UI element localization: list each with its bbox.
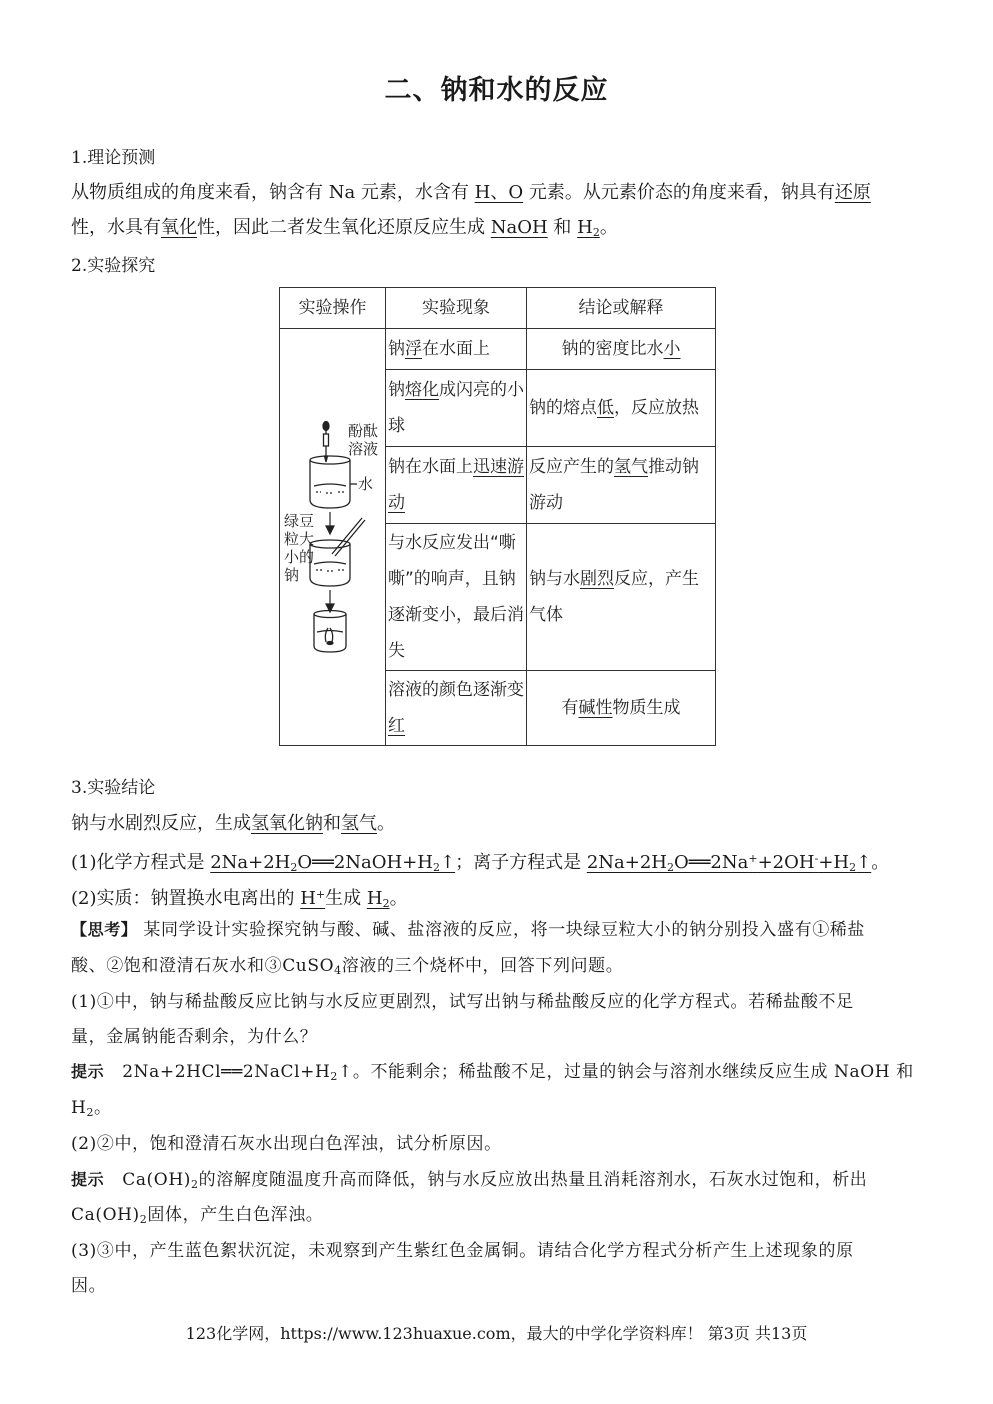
arrow-down-icon: [326, 590, 334, 612]
arrow-down-icon: [326, 512, 334, 534]
equation-line: (1)化学方程式是 $2Na+2H_2O══2NaOH+H_2↑$；离子方程式是 $2Na+2H_2O══2Na^++2OH^-+H_2↑$。: [71, 852, 890, 874]
theory-line-1: 从物质组成的角度来看，钠含有 Na 元素，水含有 H、O 元素。从元素价态的角度来看，钠具有还原: [71, 182, 871, 203]
label-indicator-2: 溶液: [348, 440, 379, 458]
section-heading-theory: 1.理论预测: [71, 148, 156, 168]
header-conclusion: 结论或解释: [527, 288, 716, 329]
beaker-1-icon: [310, 456, 357, 508]
question-1-line-2: 量，金属钠能否剩余，为什么？: [71, 1027, 318, 1047]
label-indicator-1: 酚酞: [348, 422, 379, 440]
page-footer: 123化学网，https://www.123huaxue.com，最大的中学化学资料库！ 第3页 共13页: [185, 1324, 808, 1343]
experiment-diagram-cell: [280, 329, 386, 746]
think-tag: 【思考】: [71, 920, 138, 939]
theory-line-2: 性，水具有氧化性，因此二者发生氧化还原反应生成 NaOH 和 $H_2$。: [71, 217, 618, 239]
question-3-line-1: (3)③中，产生蓝色絮状沉淀，未观察到产生紫红色金属铜。请结合化学方程式分析产生上述现象的原: [71, 1241, 854, 1261]
conclusion-melting-point: 钠的熔点低，反应放热: [527, 370, 716, 447]
phenomenon-move: 钠在水面上迅速游动: [386, 447, 527, 524]
question-3-line-2: 因。: [71, 1276, 107, 1296]
answer-1-line-2: $H_2$。: [71, 1098, 112, 1119]
question-1-line-1: (1)①中，钠与稀盐酸反应比钠与水反应更剧烈，试写出钠与稀盐酸反应的化学方程式。若稀盐酸不足: [71, 992, 854, 1012]
header-operation: 实验操作: [280, 288, 386, 329]
phenomenon-float: 钠浮在水面上: [386, 329, 527, 370]
conclusion-hydrogen: 反应产生的氢气推动钠游动: [527, 447, 716, 524]
experiment-diagram: [280, 332, 381, 742]
essence-line: (2)实质：钠置换水电离出的 H+生成 $H_2$。: [71, 888, 408, 910]
question-2-line: (2)②中，饱和澄清石灰水出现白色浑浊，试分析原因。: [71, 1134, 502, 1154]
experiment-table: [279, 287, 716, 746]
label-sodium-4: 钠: [284, 566, 300, 584]
hint-tag: 提示: [71, 1062, 105, 1081]
table-header-row: [280, 288, 716, 329]
answer-2-line-1: 提示 $Ca(OH)_2$的溶解度随温度升高而降低，钠与水反应放出热量且消耗溶剂水，石灰水过饱和，析出: [71, 1170, 868, 1191]
page-title: 二、钠和水的反应: [384, 75, 609, 106]
beaker-3-icon: [314, 611, 346, 653]
phenomenon-color: 溶液的颜色逐渐变红: [386, 671, 527, 746]
table-row: [280, 329, 716, 370]
label-water: 水: [358, 475, 374, 493]
label-sodium-2: 粒大: [284, 530, 315, 548]
tweezers-icon: [332, 518, 365, 556]
header-phenomenon: 实验现象: [386, 288, 527, 329]
conclusion-line-1: 钠与水剧烈反应，生成氢氧化钠和氢气。: [71, 813, 395, 834]
phenomenon-sound: 与水反应发出“嘶嘶”的响声，且钠逐渐变小，最后消失: [386, 524, 527, 671]
section-heading-conclusion: 3.实验结论: [71, 778, 156, 798]
answer-2-line-2: $Ca(OH)_2$固体，产生白色浑浊。: [71, 1205, 324, 1226]
conclusion-density: 钠的密度比水小: [527, 329, 716, 370]
section-heading-experiment: 2.实验探究: [71, 256, 156, 276]
beaker-2-icon: [310, 540, 350, 586]
answer-1-line-1: 提示 $2Na+2HCl══2NaCl+H_2↑$。不能剩余；稀盐酸不足，过量的钠会与溶剂水继续反应生成 NaOH 和: [71, 1062, 914, 1083]
think-line-1: 【思考】 某同学设计实验探究钠与酸、碱、盐溶液的反应，将一块绿豆粒大小的钠分别投入盛有①稀盐: [71, 920, 866, 940]
think-line-2: 酸、②饱和澄清石灰水和③CuSO$_4$溶液的三个烧杯中，回答下列问题。: [71, 956, 624, 977]
conclusion-alkaline: 有碱性物质生成: [527, 671, 716, 746]
conclusion-vigorous: 钠与水剧烈反应，产生气体: [527, 524, 716, 671]
label-sodium-1: 绿豆: [284, 512, 315, 530]
label-sodium-3: 小的: [284, 548, 315, 566]
phenomenon-melt: 钠熔化成闪亮的小球: [386, 370, 527, 447]
hint-tag: 提示: [71, 1170, 105, 1189]
